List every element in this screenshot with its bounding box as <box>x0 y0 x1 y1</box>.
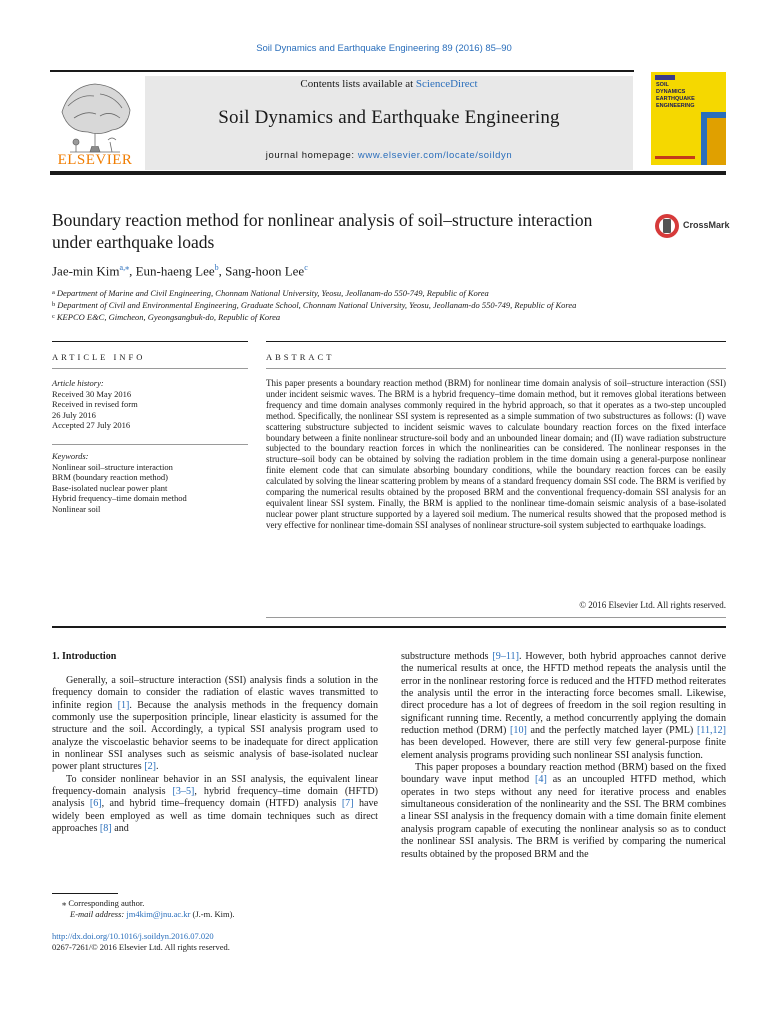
abstract-copyright: © 2016 Elsevier Ltd. All rights reserved. <box>579 600 726 610</box>
paragraph <box>401 762 726 861</box>
crossmark-label: CrossMark <box>683 220 730 230</box>
keywords-label: Keywords: <box>52 451 89 461</box>
affiliation-item <box>52 287 712 299</box>
paper-title: Boundary reaction method for nonlinear analysis of soil–structure interaction under earthquake loads <box>52 210 593 252</box>
reference-link[interactable]: [7] <box>341 798 354 810</box>
author-separator: , <box>218 263 226 279</box>
reference-link[interactable]: [11,12] <box>696 725 726 737</box>
header-rule-bottom <box>50 171 726 175</box>
cover-title <box>656 82 695 110</box>
author-name[interactable]: Jae-min Kim <box>52 263 120 279</box>
crossmark-badge[interactable] <box>654 211 734 243</box>
affiliation-item <box>52 299 712 311</box>
text-run: This paper proposes a boundary reaction method (BRM) based on the fixed boundary wave input method <box>401 762 726 786</box>
journal-title: Soil Dynamics and Earthquake Engineering <box>218 107 560 128</box>
corresponding-note: ⁎ Corresponding author. <box>62 898 145 908</box>
reference-link[interactable]: [4] <box>535 774 547 786</box>
author-list <box>52 263 652 279</box>
keywords-rule <box>52 444 248 445</box>
keyword-item: BRM (boundary reaction method) <box>52 472 168 482</box>
body-column-left <box>52 675 378 835</box>
abstract-text: This paper presents a boundary reaction method (BRM) for nonlinear time domain analysis of soil–structure interaction (SSI) under incident seismic waves. The BRM is a hybrid frequency–time domain method, but it removes global iterations between frequency and time domain analyses commonly required in the hybrid approach, so that it operates as a two-step uncoupled method. Specifically, the nonlinear SSI system is represented as a simple summation of two substructures as follows: (I) wave scattering substructure subjected to incident seismic waves to calculate boundary reaction forces on the fixed interface boundary between a finite nonlinear structure-soil body and an unbounded linear domain; and (II) wave radiation substructure subjected to the boundary reaction forces in which the nonlinearities can be considered. The nonlinear responses in the structure–soil body can be obtained by solving the radiation problem in the time domain using a general-purpose nonlinear finite element code that can simulate absorbing boundary conditions, while the boundary reaction forces can be easily calculated by solving the linear scattering problem by means of a standard frequency domain SSI code. The BRM is verified by comparing the numerical results obtained by the proposed BRM and the conventional frequency-domain SSI analysis for an equivalent linear SSI system. Finally, the BRM is applied to the nonlinear time-domain seismic analysis of a base-isolated nuclear power plant structure supported by a layered soil medium. The numerical results showed that the proposed method is very effective for nonlinear time-domain SSI analyses of nonlinear structure-soil system subjected to earthquake loadings. <box>266 378 726 530</box>
keyword-item: Base-isolated nuclear power plant <box>52 482 168 493</box>
body-rule <box>52 626 726 628</box>
text-run: and <box>111 823 129 835</box>
paragraph <box>401 651 726 762</box>
journal-cover[interactable] <box>651 72 726 165</box>
affiliation-item <box>52 311 712 323</box>
keyword-item: Hybrid frequency–time domain method <box>52 493 187 503</box>
reference-link[interactable]: [9–11] <box>492 651 519 662</box>
cover-line: EARTHQUAKE <box>656 96 695 102</box>
body-column-right <box>401 651 726 861</box>
author-affil-sup[interactable]: b <box>214 263 219 272</box>
doi-link[interactable]: http://dx.doi.org/10.1016/j.soildyn.2016.07.020 <box>52 931 214 941</box>
keyword-item: Nonlinear soil–structure interaction <box>52 461 173 472</box>
text-run: . <box>156 761 159 773</box>
history-item: Received 30 May 2016 <box>52 388 132 399</box>
text-run: as an uncoupled HTFD method, which operates in two steps without any need for iterative process and enables simultaneous consideration of the nonlinearity and the SSI. The BRM combines a linear SSI analysis in the frequency domain with a time domain finite element analysis program capable of executing the nonlinear analysis so as to conduct the nonlinear SSI analysis. The BRM is verified by comparing the numerical results obtained by the proposed BRM and the <box>401 774 726 860</box>
cover-line: SOIL <box>656 82 669 88</box>
text-run: To consider nonlinear behavior in an SSI analysis, the equivalent linear frequency-domain analysis <box>52 773 378 798</box>
article-info-heading: ARTICLE INFO <box>52 352 146 362</box>
paragraph <box>52 675 378 774</box>
header-rule-top <box>50 70 634 72</box>
history-item: Received in revised form <box>52 399 138 409</box>
cover-line: DYNAMICS <box>656 89 686 95</box>
text-run: , hybrid frequency–time domain (HFTD) analysis <box>52 786 378 810</box>
affiliation-text: Department of Marine and Civil Engineering, Chonnam National University, Yeosu, Jeollanam-do 550-749, Republic of Korea <box>56 288 489 298</box>
sciencedirect-link[interactable]: ScienceDirect <box>415 78 478 90</box>
article-info-rule <box>52 341 248 342</box>
article-info-subrule <box>52 368 248 369</box>
contents-line <box>145 78 633 90</box>
homepage-prefix: journal homepage: <box>265 150 358 161</box>
homepage-link[interactable]: www.elsevier.com/locate/soildyn <box>357 150 513 161</box>
affiliation-text: Department of Civil and Environmental Engineering, Graduate School, Chonnam National University, Yeosu, Jeollanam-do 550-749, Republic of Korea <box>57 300 577 310</box>
reference-link[interactable]: [3–5] <box>172 786 195 798</box>
keywords <box>52 451 252 514</box>
cover-line: ENGINEERING <box>656 103 695 109</box>
author-affil-sup[interactable]: c <box>304 263 308 272</box>
email-line <box>52 909 378 920</box>
article-history <box>52 378 252 431</box>
corresponding-author-footnote <box>52 898 378 919</box>
affiliation-sup: b <box>52 301 56 308</box>
affiliation-list <box>52 287 712 323</box>
elsevier-wordmark: ELSEVIER <box>57 152 133 168</box>
text-run: and the perfectly matched layer (PML) <box>526 725 697 737</box>
keyword-item: Nonlinear soil <box>52 503 101 514</box>
text-run: Generally, a soil–structure interaction (SSI) analysis finds a solution in the frequency domain to consider the radiation of elastic waves transmitted to infinite region <box>52 675 378 711</box>
author-affil-sup[interactable]: a,⁎ <box>119 263 130 272</box>
reference-link[interactable]: [6] <box>89 798 102 810</box>
email-suffix: (J.-m. Kim). <box>190 908 235 919</box>
abstract-rule <box>266 341 726 342</box>
footnote-rule <box>52 893 118 894</box>
reference-link[interactable]: [1] <box>117 699 130 711</box>
text-run: . Because the analysis methods in the frequency domain commonly use the superposition principle, linear elasticity is assumed for the structure and the soil. Accordingly, a typical SSI analysis program used to analyze the viscoelastic behavior seems to be inadequate for direct application in nonlinear SSI analyses such as seismic analysis of base-isolated nuclear power plant structures <box>52 699 378 773</box>
email-link[interactable]: jm4kim@jnu.ac.kr <box>126 908 191 919</box>
author-name[interactable]: Eun-haeng Lee <box>135 263 215 279</box>
text-run: . However, both hybrid approaches cannot derive the numerical results at once, the HFTD method repeats the analysis until the error in the nonlinear restoring force is reduced and the HTFD method reiterates the analysis until the error in the interacting force becomes small. Likewise, direct procedure has a lot of degrees of freedom in the soil region resulting in significant running time. Recently, a method concurrently applying the domain reduction method (DRM) <box>401 651 726 737</box>
reference-link[interactable]: [10] <box>510 725 527 737</box>
reference-link[interactable]: [2] <box>144 761 157 773</box>
section-heading-introduction: 1. Introduction <box>52 651 117 662</box>
affiliation-sup: a <box>52 289 55 296</box>
reference-link[interactable]: [8] <box>99 823 112 835</box>
history-item: Accepted 27 July 2016 <box>52 420 131 430</box>
author-name[interactable]: Sang-hoon Lee <box>225 263 305 279</box>
history-label: Article history: <box>52 378 104 388</box>
issn-copyright: 0267-7261/© 2016 Elsevier Ltd. All rights reserved. <box>52 942 230 952</box>
contents-prefix: Contents lists available at <box>300 78 416 90</box>
crossmark-icon <box>654 211 680 241</box>
elsevier-logo[interactable] <box>50 76 140 170</box>
email-label: E-mail address: <box>70 908 127 919</box>
journal-homepage <box>145 150 633 161</box>
text-run: substructure methods <box>401 651 493 662</box>
paragraph <box>52 774 378 836</box>
author-separator: , <box>129 263 136 279</box>
affiliation-sup: c <box>52 313 55 320</box>
abstract-end-rule <box>266 617 726 618</box>
history-item: 26 July 2016 <box>52 409 96 420</box>
text-run: have widely been employed as well as time domain techniques such as direct approaches <box>52 798 379 835</box>
abstract-heading: ABSTRACT <box>266 352 335 362</box>
text-run: , and hybrid time–frequency domain (HTFD) analysis <box>101 798 342 810</box>
abstract-subrule <box>266 368 726 369</box>
affiliation-text: KEPCO E&C, Gimcheon, Gyeongsangbuk-do, Republic of Korea <box>56 312 281 322</box>
text-run: has been developed. However, there are still very few general-purpose finite element analysis programs providing such nonlinear SSI analysis function. <box>401 737 726 761</box>
journal-citation[interactable]: Soil Dynamics and Earthquake Engineering 89 (2016) 85–90 <box>256 43 512 54</box>
